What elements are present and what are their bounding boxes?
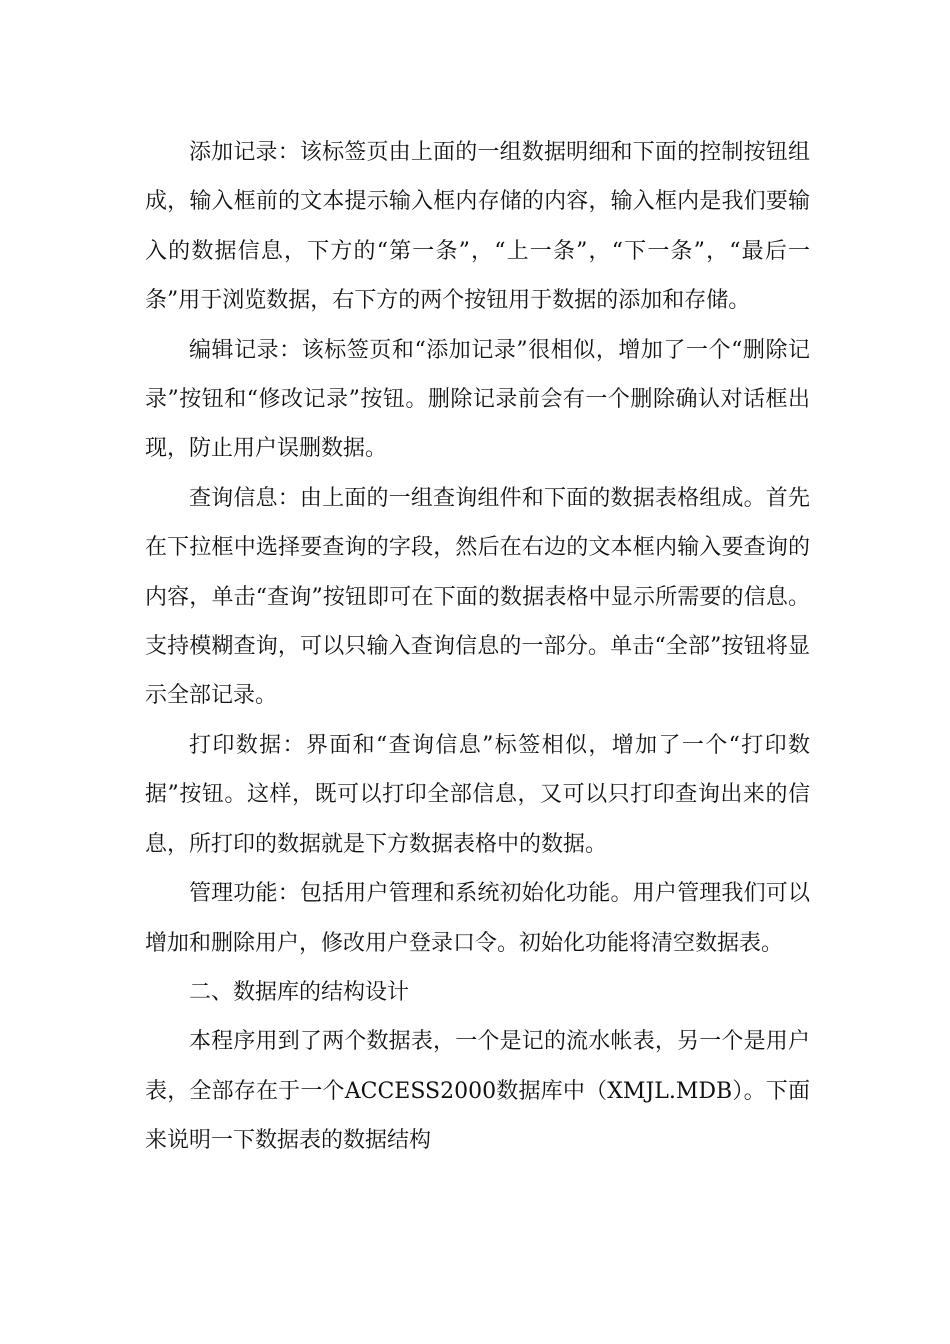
paragraph-edit-record: 编辑记录：该标签页和“添加记录”很相似，增加了一个“删除记录”按钮和“修改记录”按钮。删除记录前会有一个删除确认对话框出现，防止用户误删数据。 — [145, 337, 810, 462]
paragraph-add-record: 添加记录：该标签页由上面的一组数据明细和下面的控制按钮组成，输入框前的文本提示输入框内存储的内容，输入框内是我们要输入的数据信息，下方的“第一条”，“上一条”，“下一条”，“最后一条”用于浏览数据，右下方的两个按钮用于数据的添加和存储。 — [145, 140, 810, 314]
section-heading-db-design: 二、数据库的结构设计 — [189, 979, 410, 1005]
paragraph-query-info: 查询信息：由上面的一组查询组件和下面的数据表格组成。首先在下拉框中选择要查询的字段，然后在右边的文本框内输入要查询的内容，单击“查询”按钮即可在下面的数据表格中显示所需要的信息。支持模糊查询，可以只输入查询信息的一部分。单击“全部”按钮将显示全部记录。 — [145, 485, 810, 709]
paragraph-print-data: 打印数据：界面和“查询信息”标签相似，增加了一个“打印数据”按钮。这样，既可以打印全部信息，又可以只打印查询出来的信息，所打印的数据就是下方数据表格中的数据。 — [145, 732, 810, 857]
document-body — [145, 128, 810, 1166]
paragraph-db-structure: 本程序用到了两个数据表，一个是记的流水帐表，另一个是用户表，全部存在于一个ACCESS2000数据库中（XMJL.MDB）。下面来说明一下数据表的数据结构 — [145, 1029, 810, 1154]
paragraph-admin-functions: 管理功能：包括用户管理和系统初始化功能。用户管理我们可以增加和删除用户，修改用户登录口令。初始化功能将清空数据表。 — [145, 881, 810, 956]
